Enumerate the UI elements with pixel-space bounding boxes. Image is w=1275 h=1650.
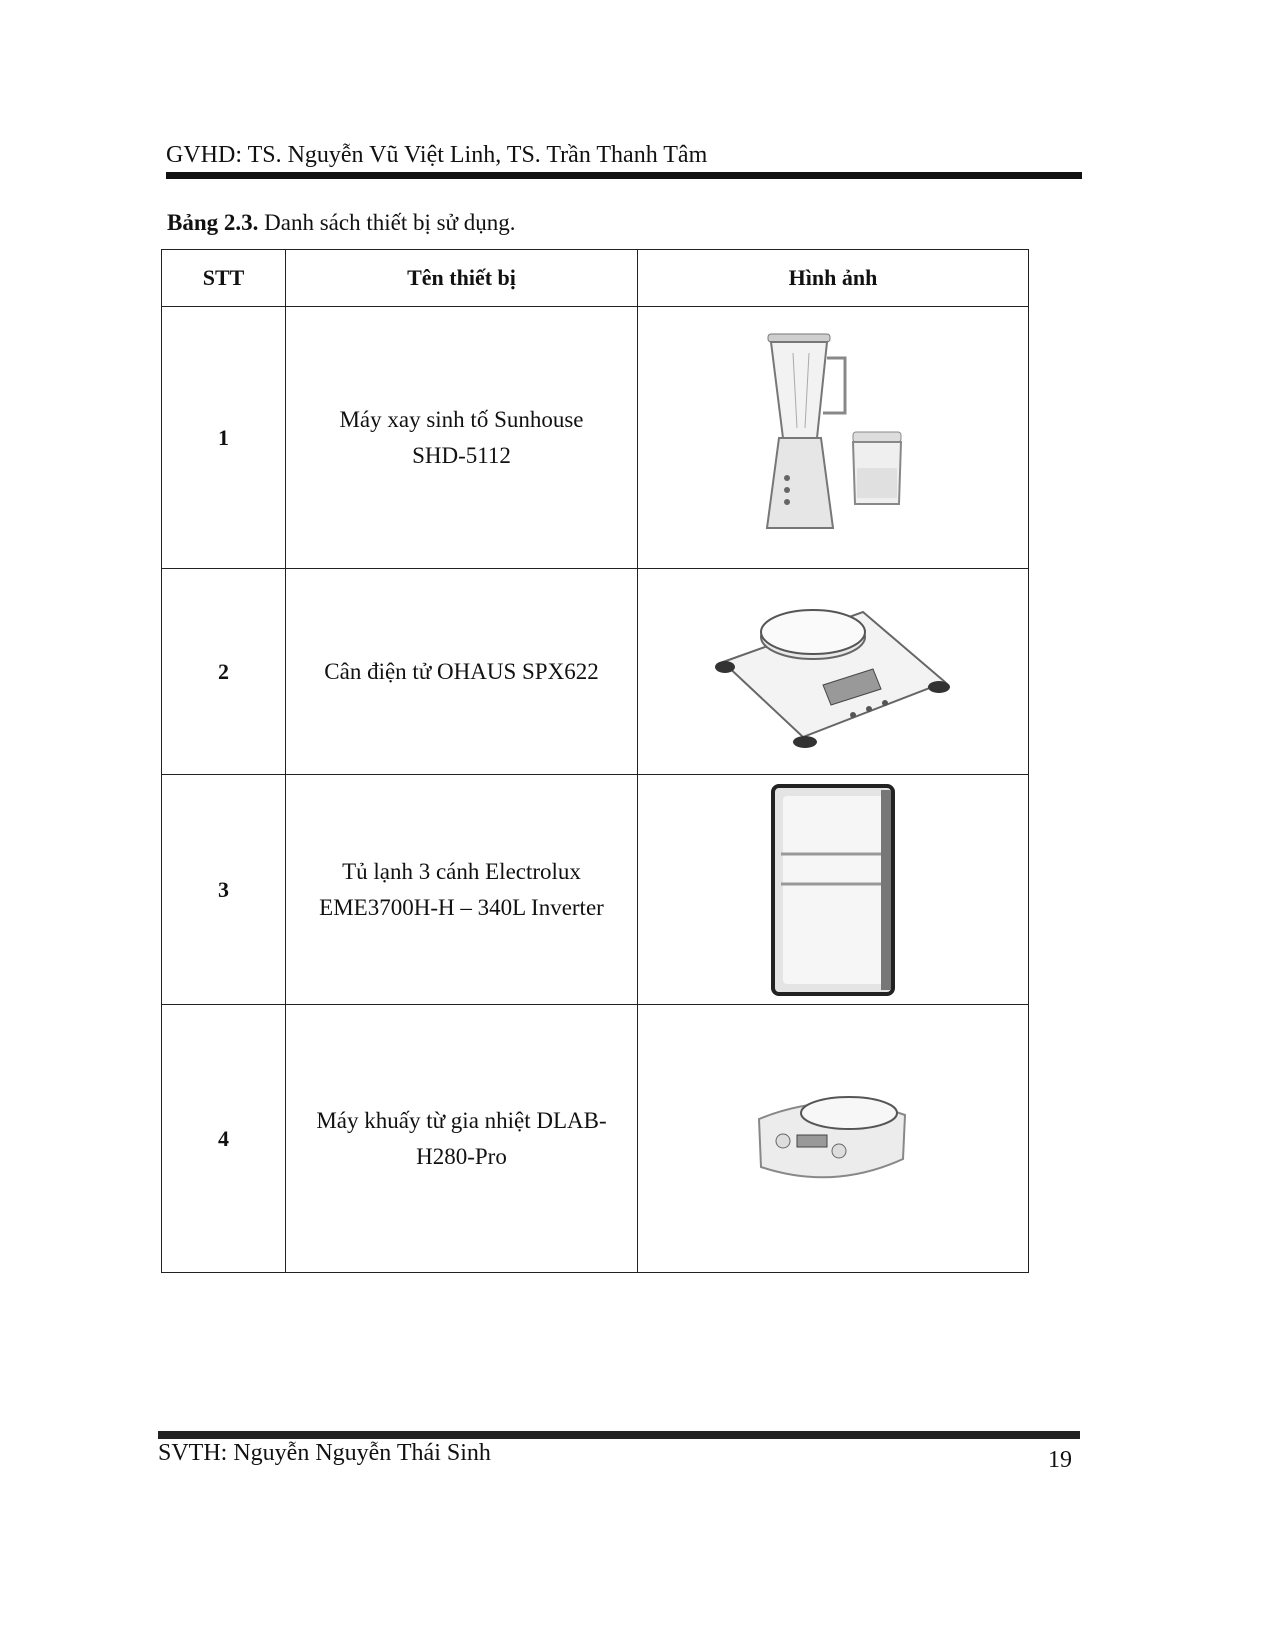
- footer-student: SVTH: Nguyễn Nguyễn Thái Sinh: [158, 1440, 491, 1466]
- header-advisors: GVHD: TS. Nguyễn Vũ Việt Linh, TS. Trần Thanh Tâm: [166, 142, 708, 168]
- electronic-scale-image: [713, 587, 953, 757]
- row-stt: 1: [162, 307, 286, 569]
- magnetic-stirrer-image: [753, 1079, 913, 1199]
- table-caption: [167, 210, 516, 236]
- table-row: [162, 307, 1029, 569]
- table-row: [162, 775, 1029, 1005]
- blender-image: [753, 328, 913, 548]
- column-header-name: Tên thiết bị: [286, 250, 638, 307]
- table-row: [162, 1005, 1029, 1273]
- row-stt: 4: [162, 1005, 286, 1273]
- caption-label: Bảng 2.3.: [167, 210, 259, 235]
- equipment-table: [161, 249, 1029, 1273]
- row-stt: 3: [162, 775, 286, 1005]
- column-header-image: Hình ảnh: [638, 250, 1029, 307]
- column-header-stt: STT: [162, 250, 286, 307]
- table-header-row: [162, 250, 1029, 307]
- row-device-name: Máy khuấy từ gia nhiệt DLAB- H280-Pro: [286, 1005, 638, 1273]
- row-image-cell: [638, 307, 1029, 569]
- page-number: 19: [1048, 1447, 1072, 1473]
- header-divider: [166, 172, 1082, 179]
- row-image-cell: [638, 775, 1029, 1005]
- row-device-name: Cân điện tử OHAUS SPX622: [286, 569, 638, 775]
- row-stt: 2: [162, 569, 286, 775]
- row-device-name: Tủ lạnh 3 cánh Electrolux EME3700H-H – 340L Inverter: [286, 775, 638, 1005]
- refrigerator-image: [771, 784, 895, 996]
- footer-divider: [158, 1431, 1080, 1439]
- row-image-cell: [638, 1005, 1029, 1273]
- table-row: [162, 569, 1029, 775]
- row-image-cell: [638, 569, 1029, 775]
- row-device-name: Máy xay sinh tố Sunhouse SHD-5112: [286, 307, 638, 569]
- caption-text: Danh sách thiết bị sử dụng.: [258, 210, 516, 235]
